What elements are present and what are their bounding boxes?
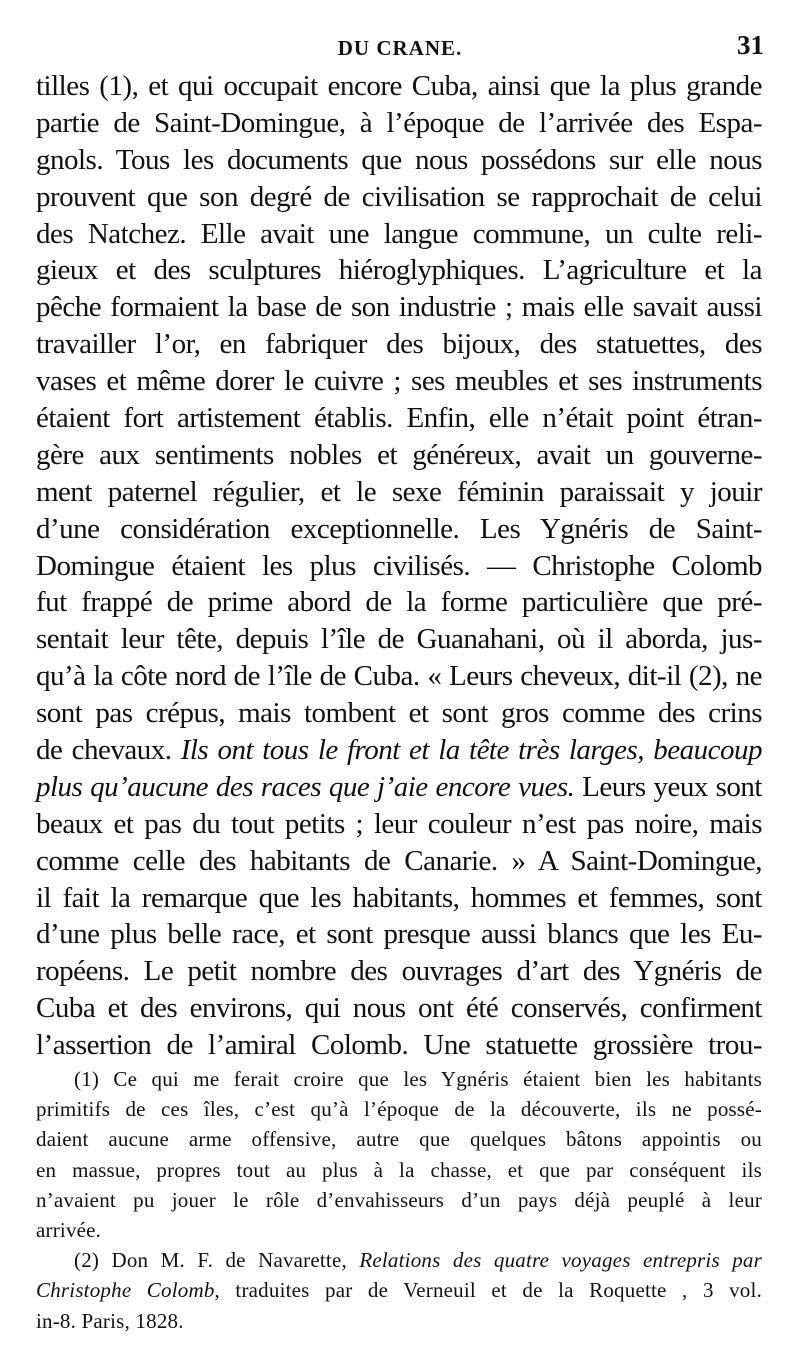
- running-head: [36, 30, 764, 66]
- roman-text: Leurs yeux sont: [574, 770, 762, 803]
- body-line: d’une considération exceptionnelle. Les Ygnéris de Saint-: [36, 512, 762, 545]
- italic-quote: Ils ont tous le front et la tête très larges, beaucoup: [180, 734, 762, 767]
- body-line: travailler l’or, en fabriquer des bijoux, des statuettes, des: [36, 328, 762, 361]
- body-line: l’assertion de l’amiral Colomb. Une statuette grossière trou-: [36, 1029, 762, 1062]
- body-line: beaux et pas du tout petits ; leur couleur n’est pas noire, mais: [36, 807, 762, 840]
- footnote-2-line: in-8. Paris, 1828.: [36, 1308, 184, 1333]
- body-line: gnols. Tous les documents que nous possédons sur elle nous: [36, 143, 762, 176]
- footnote-2-line: [36, 1245, 762, 1275]
- italic-quote: plus qu’aucune des races que j’aie encore vues.: [36, 770, 575, 803]
- footnote-2-rest: , traduites par de Verneuil et de la Roquette , 3 vol.: [214, 1278, 762, 1303]
- body-line: fut frappé de prime abord de la forme particulière que pré-: [36, 586, 762, 619]
- body-line: prouvent que son degré de civilisation se rapprochait de celui: [36, 180, 762, 213]
- footnote-2-line: [36, 1275, 762, 1305]
- body-line: pêche formaient la base de son industrie ; mais elle savait aussi: [36, 291, 762, 324]
- body-line: sentait leur tête, depuis l’île de Guanahani, où il aborda, jus-: [36, 623, 762, 656]
- footnote-2-title: Christophe Colomb: [36, 1278, 215, 1303]
- body-line-mixed: [36, 769, 762, 806]
- body-line: gère aux sentiments nobles et généreux, avait un gouverne-: [36, 438, 762, 471]
- body-line: partie de Saint-Domingue, à l’époque de l’arrivée des Espa-: [36, 106, 762, 139]
- body-line: ropéens. Le petit nombre des ouvrages d’art des Ygnéris de: [36, 955, 762, 988]
- body-line: des Natchez. Elle avait une langue commune, un culte reli-: [36, 217, 762, 250]
- footnote-1-line: arrivée.: [36, 1217, 102, 1242]
- roman-text: de chevaux.: [36, 734, 181, 767]
- running-title: DU CRANE.: [337, 36, 463, 60]
- body-line: sont pas crépus, mais tombent et sont gros comme des crins: [36, 697, 762, 730]
- footnote-2-prefix: (2) Don M. F. de Navarette,: [74, 1248, 360, 1273]
- body-line: vases et même dorer le cuivre ; ses meubles et ses instruments: [36, 365, 762, 398]
- body-text: [36, 68, 762, 1064]
- footnote-1-line: daient aucune arme offensive, autre que quelques bâtons appointis ou: [36, 1127, 762, 1152]
- footnote-1-line: en massue, propres tout au plus à la chasse, et que par conséquent ils: [36, 1157, 762, 1182]
- body-line: il fait la remarque que les habitants, hommes et femmes, sont: [36, 881, 762, 914]
- body-line: qu’à la côte nord de l’île de Cuba. « Leurs cheveux, dit-il (2), ne: [36, 660, 762, 693]
- body-line: ment paternel régulier, et le sexe féminin paraissait y jouir: [36, 475, 762, 508]
- footnote-1-line: primitifs de ces îles, c’est qu’à l’époque de la découverte, ils ne possé-: [36, 1097, 762, 1122]
- body-line: d’une plus belle race, et sont presque aussi blancs que les Eu-: [36, 918, 762, 951]
- body-line: tilles (1), et qui occupait encore Cuba, ainsi que la plus grande: [36, 70, 762, 102]
- footnote-1-line: n’avaient pu jouer le rôle d’envahisseurs d’un pays déjà peuplé à leur: [36, 1187, 762, 1212]
- body-line: étaient fort artistement établis. Enfin, elle n’était point étran-: [36, 402, 762, 435]
- page-number: 31: [737, 30, 764, 60]
- footnotes: [36, 1064, 762, 1336]
- footnote-1-line: (1) Ce qui me ferait croire que les Ygnéris étaient bien les habitants: [74, 1067, 762, 1091]
- body-line: comme celle des habitants de Canarie. » A Saint-Domingue,: [36, 844, 762, 877]
- body-line: Cuba et des environs, qui nous ont été conservés, confirment: [36, 992, 762, 1025]
- body-line-mixed: [36, 732, 762, 769]
- body-line: Domingue étaient les plus civilisés. — Christophe Colomb: [36, 549, 762, 582]
- body-line: gieux et des sculptures hiéroglyphiques. L’agriculture et la: [36, 254, 762, 287]
- footnote-2-title: Relations des quatre voyages entrepris par: [359, 1248, 762, 1273]
